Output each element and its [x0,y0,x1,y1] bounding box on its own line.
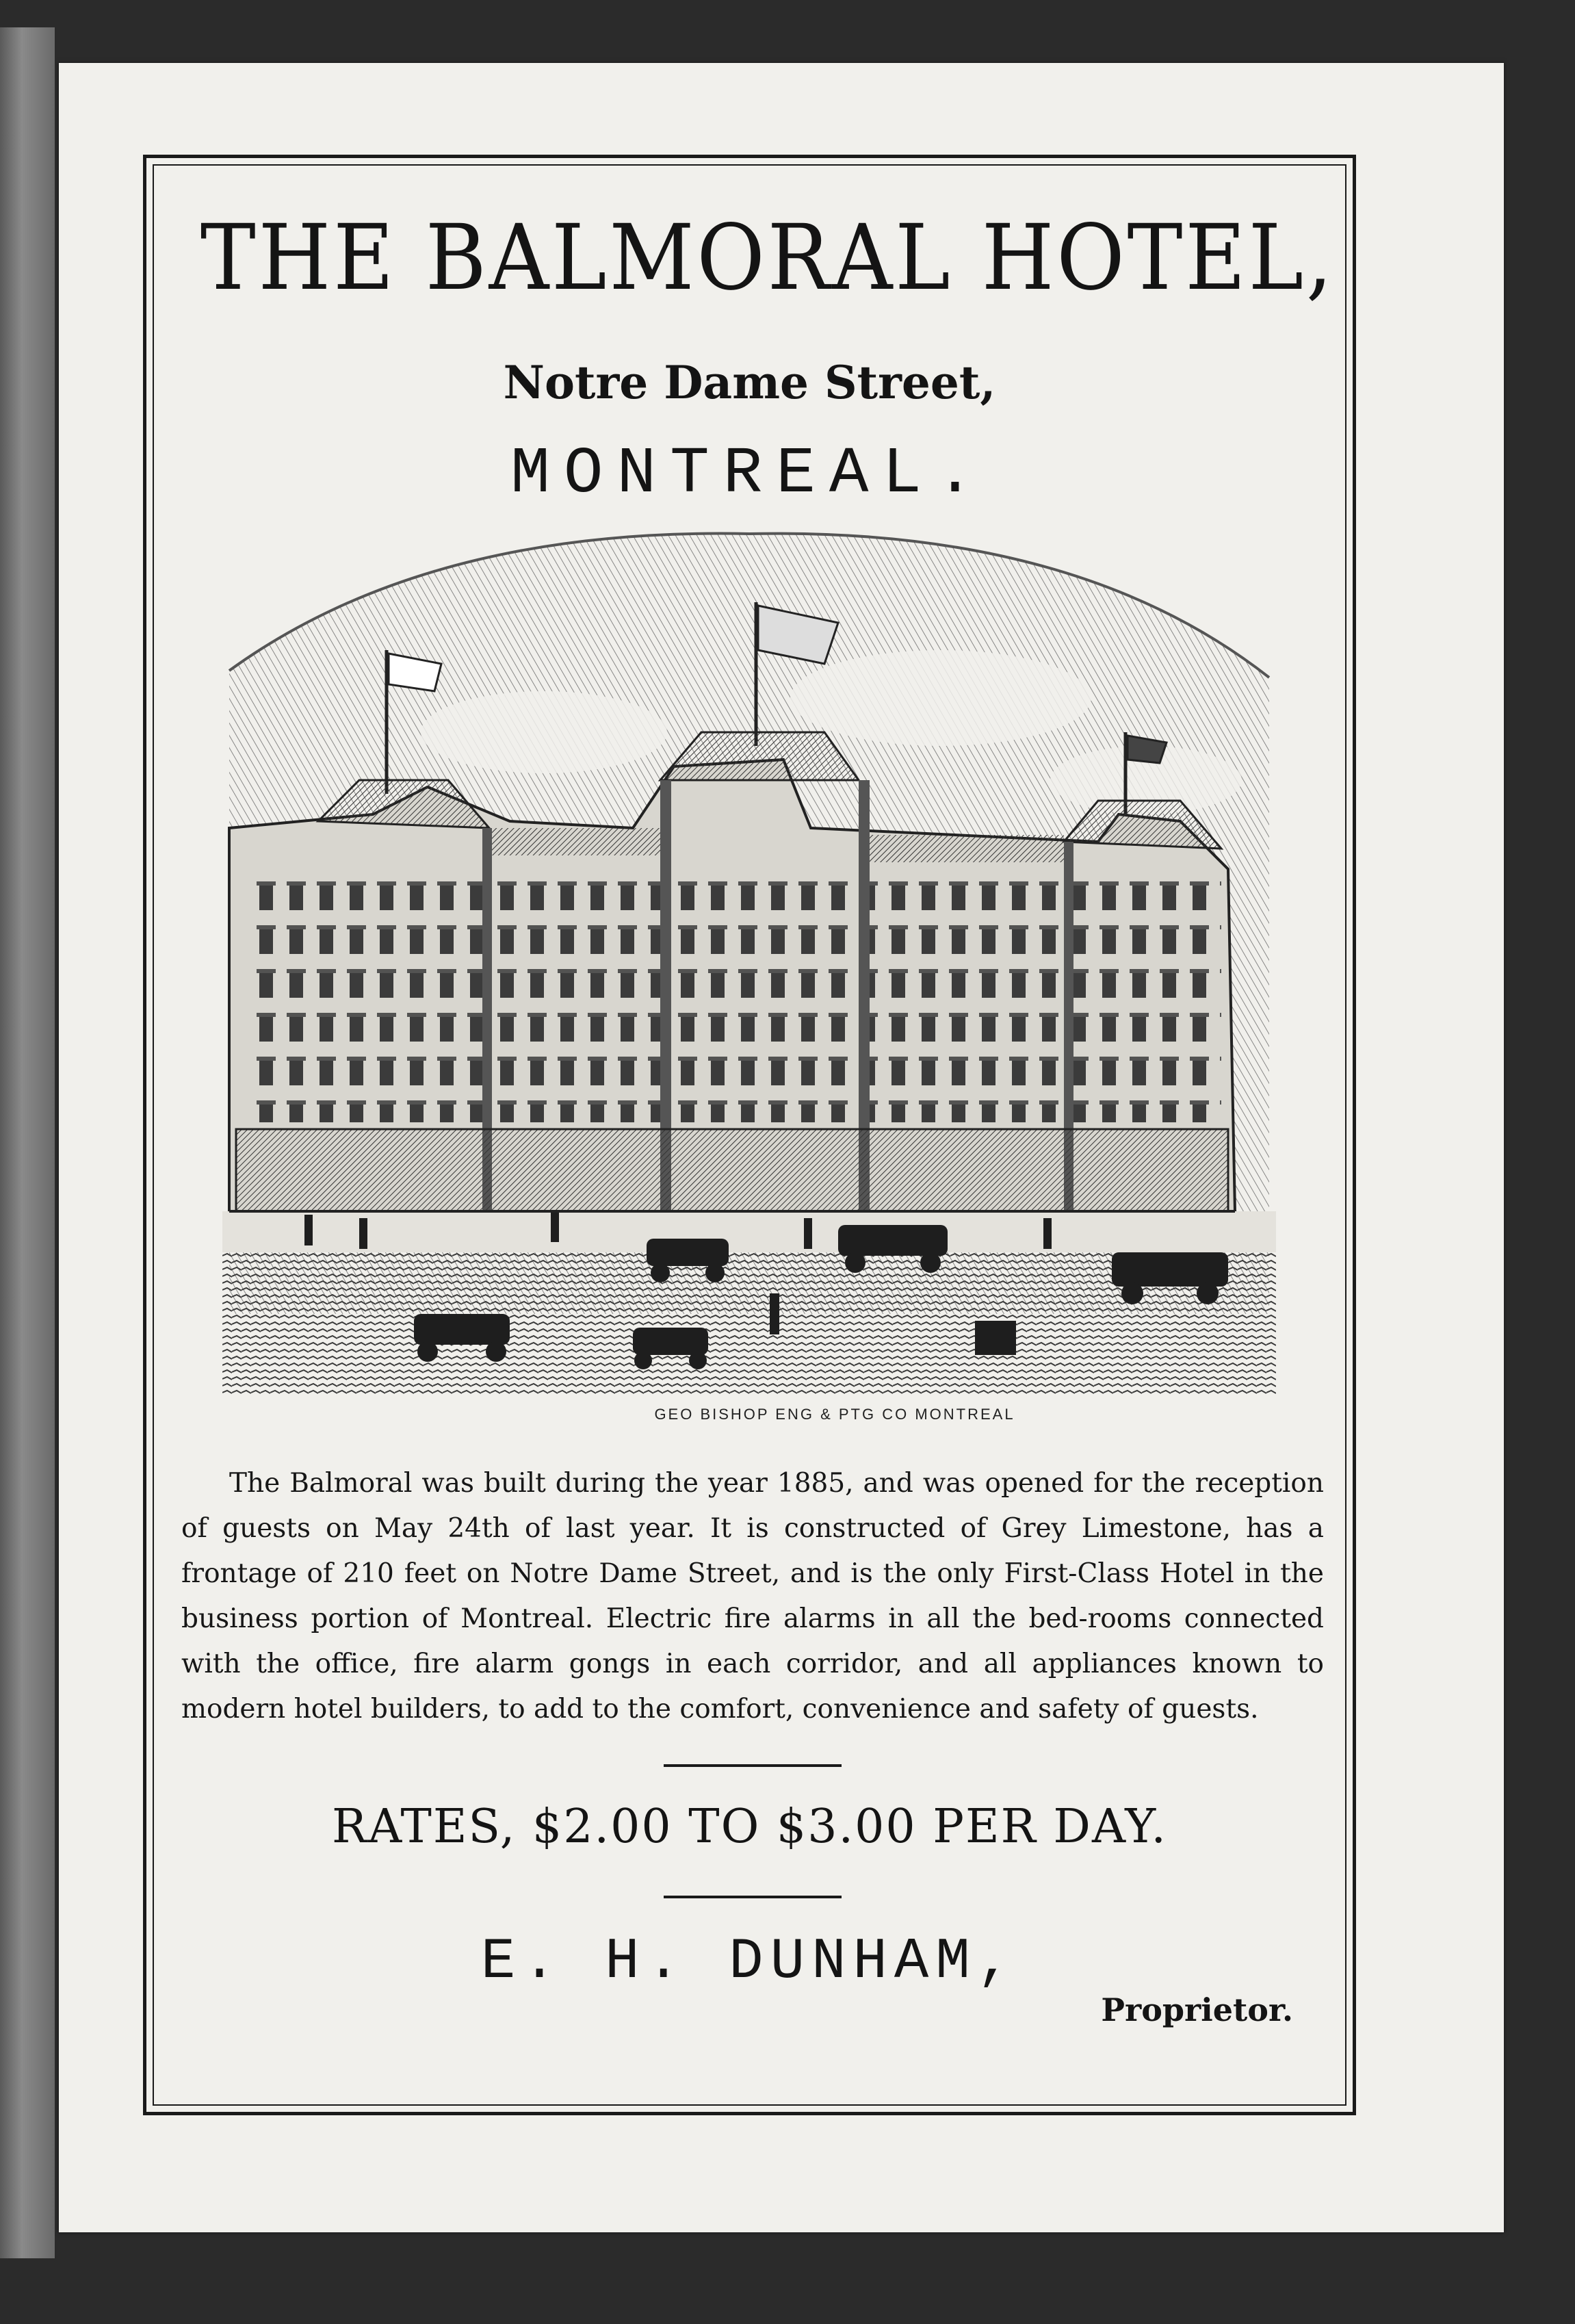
divider-rule-top [664,1764,842,1767]
street-address: Notre Dame Street, [503,356,996,409]
adjacent-page-edge [0,27,55,2258]
city-name: MONTREAL. [510,437,989,511]
hotel-title: THE BALMORAL HOTEL, [200,205,1336,311]
hotel-engraving-illustration [222,527,1276,1403]
divider-rule-bottom [664,1896,842,1898]
hotel-description: The Balmoral was built during the year 1885, and was opened for the reception of guests on May 24th of last year. It is constructed of Grey Limestone, has a frontage of 210 feet on Notre Dame Street, and is the only First-Class Hotel in the business portion of Montreal. Electric fire alarms in all the bed-rooms connected with the office, fire alarm gongs in each corridor, and all appliances known to modern hotel builders, to add to the comfort, convenience and safety of guests. [181,1468,1324,1725]
proprietor-title: Proprietor. [1101,1991,1293,2028]
proprietor-name: E. H. DUNHAM, [480,1930,1019,1995]
rates-line: RATES, $2.00 TO $3.00 PER DAY. [331,1800,1168,1854]
engraving-credit: GEO BISHOP ENG & PTG CO MONTREAL [654,1406,1015,1423]
